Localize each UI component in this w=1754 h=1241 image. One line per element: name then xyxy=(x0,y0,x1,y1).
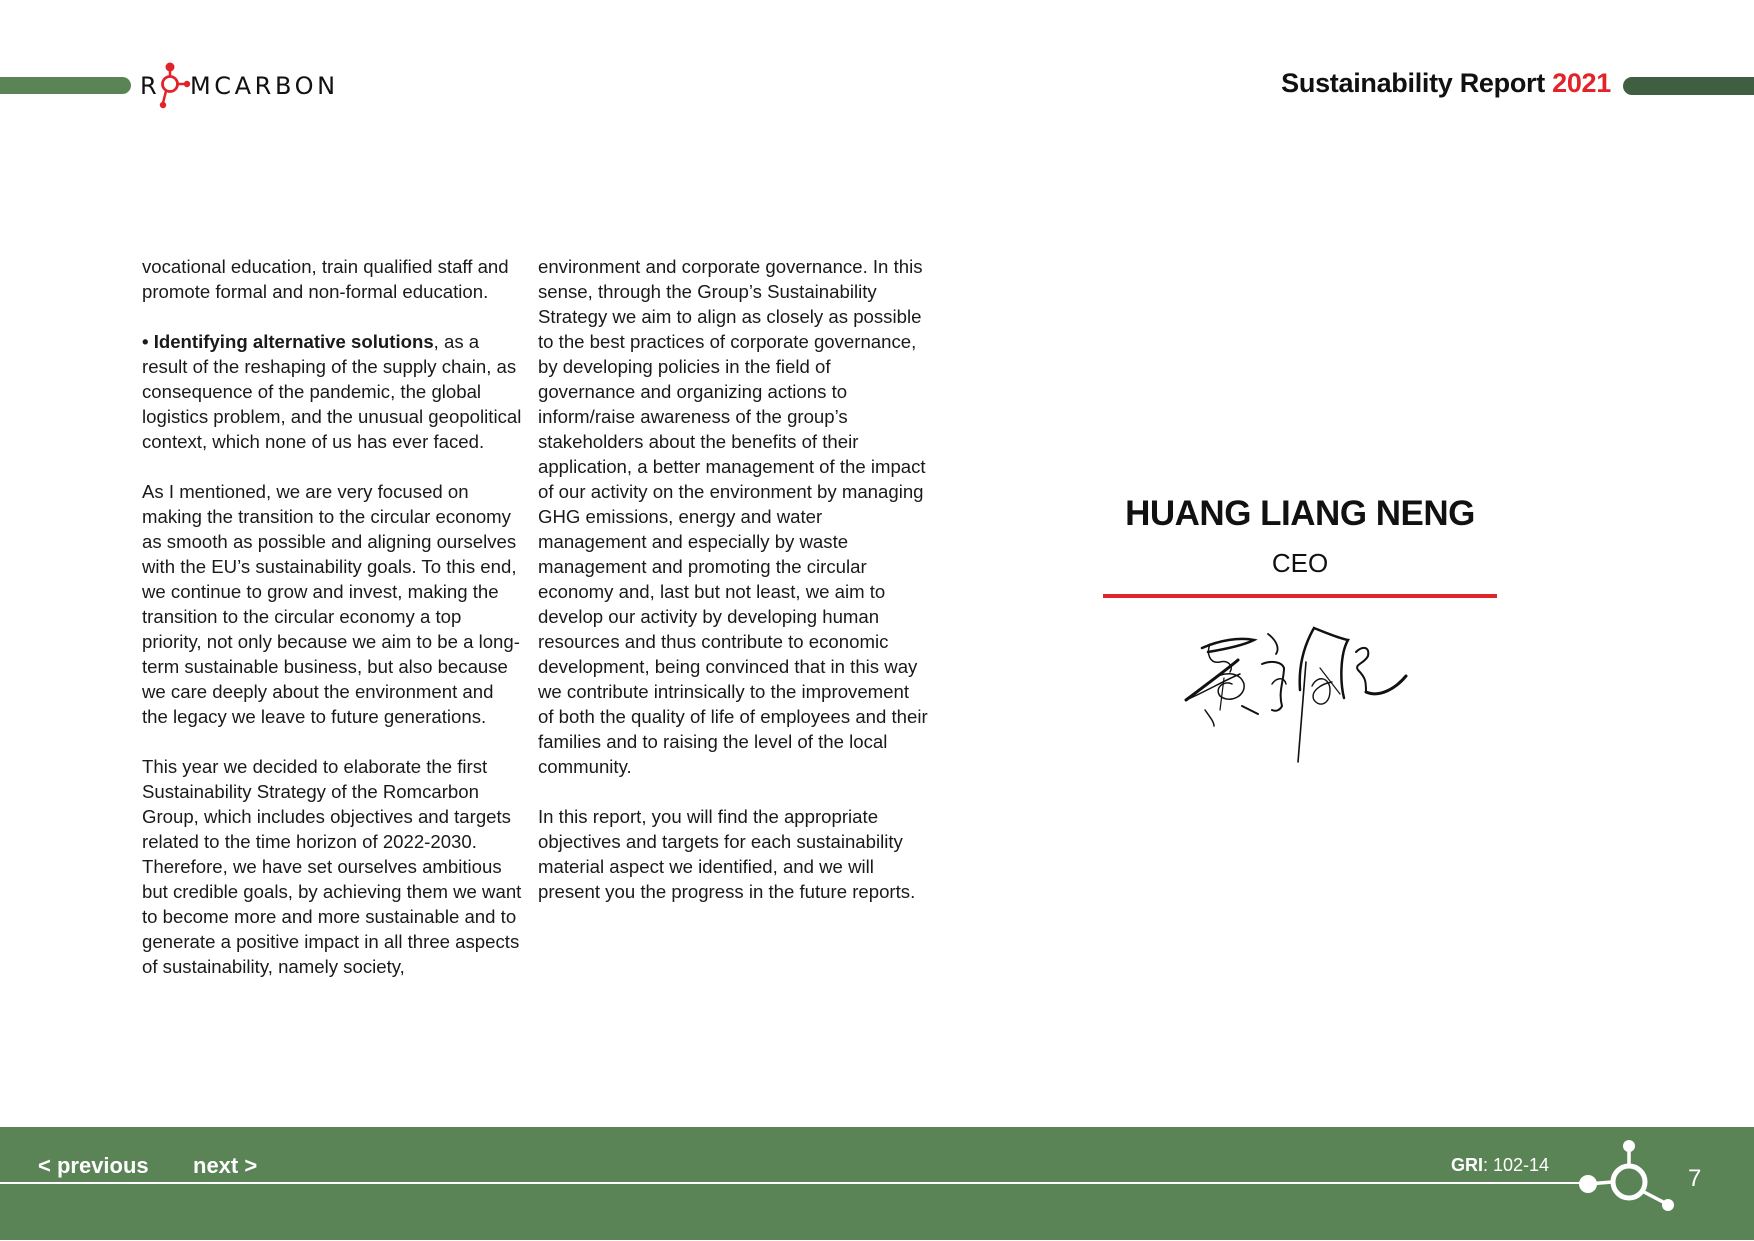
gri-value: : 102-14 xyxy=(1483,1155,1550,1175)
molecule-logo-icon xyxy=(156,62,192,112)
middle-text-column xyxy=(538,254,928,929)
paragraph: In this report, you will find the appropriate objectives and targets for each sustainability material aspect we identified, and we will present you the progress in the future reports. xyxy=(538,806,916,902)
paragraph: This year we decided to elaborate the first Sustainability Strategy of the Romcarbon Group, which includes objectives and targets related to the time horizon of 2022-2030. Therefore, we have set ourselves ambitious but credible goals, by achieving them we want to become more and more sustainable and to generate a positive impact in all three aspects of sustainability, namely society, xyxy=(142,756,522,977)
left-text-column xyxy=(142,254,522,1004)
logo-text: MCARBON xyxy=(190,72,339,100)
previous-page-link[interactable]: < previous xyxy=(38,1153,149,1178)
ceo-signature-block xyxy=(1103,492,1497,598)
gri-reference xyxy=(1451,1155,1549,1176)
header-bar-left xyxy=(0,77,131,94)
gri-label: GRI xyxy=(1451,1155,1484,1175)
bullet-paragraph xyxy=(142,329,522,454)
logo-letter-r: R xyxy=(140,72,157,100)
bullet-text: , as a result of the reshaping of the supply chain, as consequence of the pandemic, the global logistics problem, and the unusual geopolitical context, which none of us has ever faced. xyxy=(142,331,522,452)
header-bar-right xyxy=(1623,77,1754,95)
paragraph: As I mentioned, we are very focused on making the transition to the circular economy as smooth as possible and aligning ourselves with the EU’s sustainability goals. To this end, we continue to grow and invest, making the transition to the circular economy a top priority, not only because we aim to be a long-term sustainable business, but also because we care deeply about the environment and the legacy we leave to future generations. xyxy=(142,481,520,727)
red-divider xyxy=(1103,594,1497,598)
paragraph: environment and corporate governance. In this sense, through the Group’s Sustainability Strategy we aim to align as closely as possible to the best practices of corporate governance, by developing policies in the field of governance and organizing actions to inform/raise awareness of the group’s stakeholders about the benefits of their application, a better management of the impact of our activity on the environment by managing GHG emissions, energy and water management and especially by waste management and promoting the circular economy and, last but not least, we aim to develop our activity by developing human resources and thus contribute to economic development, being convinced that in this way we contribute intrinsically to the improvement of both the quality of life of employees and their families and to raising the level of the local community. xyxy=(538,256,928,777)
bullet-marker: • xyxy=(142,331,149,352)
ceo-title: CEO xyxy=(1271,548,1329,578)
next-page-link[interactable]: next > xyxy=(193,1153,258,1178)
ceo-name: HUANG LIANG NENG xyxy=(1125,494,1475,533)
footer-bar xyxy=(0,1127,1754,1240)
page-number: 7 xyxy=(1688,1165,1702,1192)
molecule-icon xyxy=(1570,1137,1680,1217)
bullet-heading: Identifying alternative solutions xyxy=(153,331,434,352)
footer-divider-line xyxy=(0,1182,1580,1184)
signature-icon xyxy=(1180,622,1410,772)
report-title xyxy=(1281,68,1611,99)
report-year: 2021 xyxy=(1552,68,1611,98)
paragraph: vocational education, train qualified staff and promote formal and non-formal education. xyxy=(142,256,509,302)
report-title-text: Sustainability Report xyxy=(1281,68,1545,98)
